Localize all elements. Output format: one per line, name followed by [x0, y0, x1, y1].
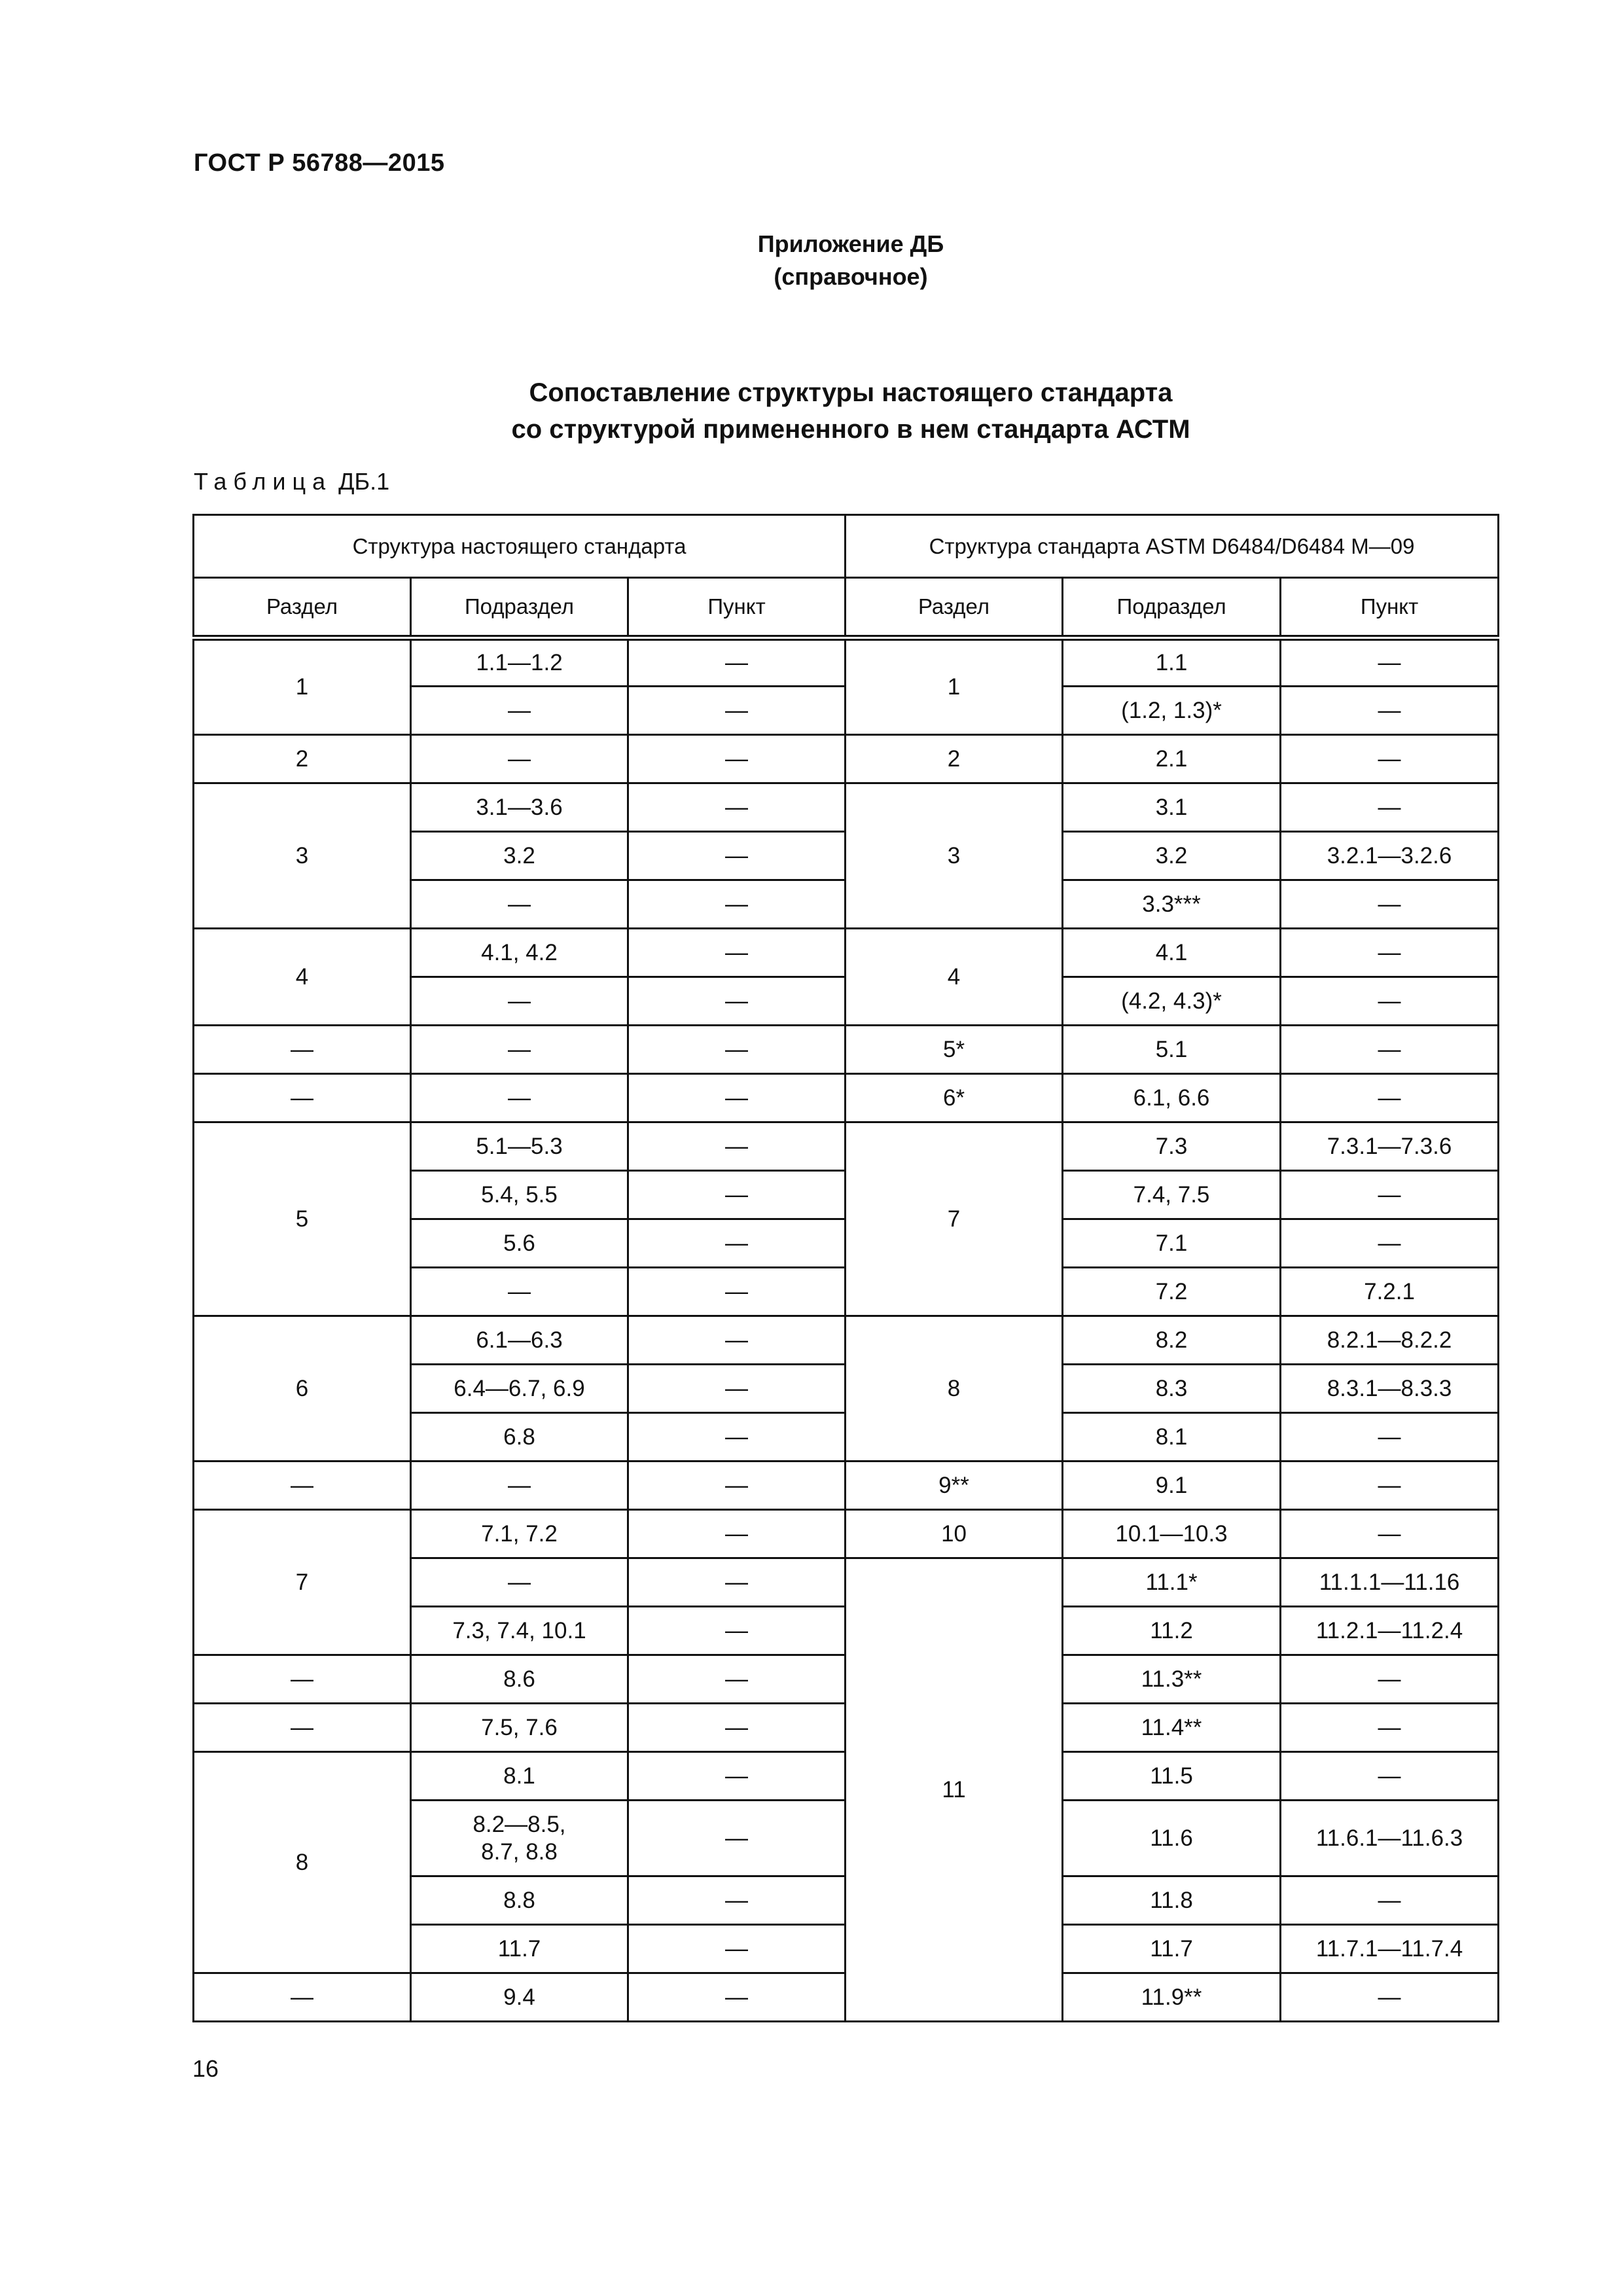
left-point-cell: — [628, 1219, 846, 1268]
right-subsection-cell: 11.3** [1063, 1655, 1281, 1704]
left-point-cell: — [628, 1074, 846, 1122]
left-point-cell: — [628, 1655, 846, 1704]
left-subsection-cell: 9.4 [411, 1973, 628, 2022]
left-point-cell: — [628, 1925, 846, 1973]
right-point-cell: 8.3.1—8.3.3 [1281, 1365, 1499, 1413]
col-header-section-right: Раздел [846, 578, 1063, 638]
right-section-cell: 10 [846, 1510, 1063, 1558]
right-point-cell: — [1281, 1704, 1499, 1752]
right-point-cell: 11.1.1—11.16 [1281, 1558, 1499, 1607]
right-subsection-cell: 7.1 [1063, 1219, 1281, 1268]
right-subsection-cell: 3.3*** [1063, 880, 1281, 929]
left-subsection-cell: 6.8 [411, 1413, 628, 1462]
right-subsection-cell: 6.1, 6.6 [1063, 1074, 1281, 1122]
right-subsection-cell: 8.3 [1063, 1365, 1281, 1413]
left-subsection-cell: — [411, 1074, 628, 1122]
table-row [194, 735, 1499, 783]
left-point-cell: — [628, 638, 846, 687]
left-subsection-cell: 3.1—3.6 [411, 783, 628, 832]
right-subsection-cell: 11.8 [1063, 1876, 1281, 1925]
right-subsection-cell: 7.3 [1063, 1122, 1281, 1171]
table-row [194, 638, 1499, 687]
right-point-cell: — [1281, 687, 1499, 735]
right-point-cell: — [1281, 977, 1499, 1026]
right-point-cell: — [1281, 735, 1499, 783]
table-row [194, 1026, 1499, 1074]
table-column-header-row [194, 578, 1499, 638]
left-section-cell: — [194, 1973, 411, 2022]
left-section-cell: — [194, 1074, 411, 1122]
title-line-2: со структурой примененного в нем стандарта АСТМ [511, 415, 1190, 444]
left-point-cell: — [628, 1801, 846, 1876]
right-point-cell: — [1281, 1219, 1499, 1268]
left-point-cell: — [628, 977, 846, 1026]
table-label-number: ДБ.1 [338, 468, 390, 495]
left-subsection-cell: 8.8 [411, 1876, 628, 1925]
left-subsection-cell: — [411, 1462, 628, 1510]
right-point-cell: — [1281, 638, 1499, 687]
right-subsection-cell: 11.4** [1063, 1704, 1281, 1752]
left-subsection-cell: 5.1—5.3 [411, 1122, 628, 1171]
right-point-cell: — [1281, 1413, 1499, 1462]
right-point-cell: — [1281, 783, 1499, 832]
right-subsection-cell: 11.1* [1063, 1558, 1281, 1607]
group-header-astm-standard: Структура стандарта ASTM D6484/D6484 M—09 [846, 515, 1499, 578]
right-section-cell: 3 [846, 783, 1063, 929]
page-number: 16 [192, 2055, 219, 2082]
left-subsection-cell: 7.5, 7.6 [411, 1704, 628, 1752]
col-header-point-left: Пункт [628, 578, 846, 638]
left-section-cell: 6 [194, 1316, 411, 1462]
right-point-cell: — [1281, 1510, 1499, 1558]
right-subsection-cell: 7.4, 7.5 [1063, 1171, 1281, 1219]
left-section-cell: — [194, 1655, 411, 1704]
left-subsection-cell: — [411, 687, 628, 735]
left-subsection-cell: 1.1—1.2 [411, 638, 628, 687]
right-subsection-cell: 11.5 [1063, 1752, 1281, 1801]
right-section-cell: 7 [846, 1122, 1063, 1316]
left-subsection-cell: — [411, 735, 628, 783]
left-subsection-cell: — [411, 880, 628, 929]
right-point-cell: 8.2.1—8.2.2 [1281, 1316, 1499, 1365]
right-subsection-cell: 2.1 [1063, 735, 1281, 783]
left-point-cell: — [628, 1365, 846, 1413]
left-section-cell: 2 [194, 735, 411, 783]
left-point-cell: — [628, 1510, 846, 1558]
right-subsection-cell: 11.7 [1063, 1925, 1281, 1973]
right-subsection-cell: 7.2 [1063, 1268, 1281, 1316]
right-section-cell: 6* [846, 1074, 1063, 1122]
right-point-cell: 11.2.1—11.2.4 [1281, 1607, 1499, 1655]
left-section-cell: 8 [194, 1752, 411, 1973]
left-subsection-cell: 5.4, 5.5 [411, 1171, 628, 1219]
left-subsection-cell: 7.1, 7.2 [411, 1510, 628, 1558]
left-subsection-cell: — [411, 1026, 628, 1074]
left-point-cell: — [628, 1704, 846, 1752]
right-section-cell: 5* [846, 1026, 1063, 1074]
right-subsection-cell: 8.2 [1063, 1316, 1281, 1365]
col-header-point-right: Пункт [1281, 578, 1499, 638]
appendix-type: (справочное) [774, 263, 928, 290]
left-subsection-cell: 11.7 [411, 1925, 628, 1973]
right-point-cell: — [1281, 929, 1499, 977]
right-subsection-cell: 11.9** [1063, 1973, 1281, 2022]
right-subsection-cell: 5.1 [1063, 1026, 1281, 1074]
left-point-cell: — [628, 880, 846, 929]
left-subsection-cell [411, 1801, 628, 1876]
right-point-cell: — [1281, 1655, 1499, 1704]
right-subsection-cell: 8.1 [1063, 1413, 1281, 1462]
left-section-cell: 4 [194, 929, 411, 1026]
left-section-cell: 7 [194, 1510, 411, 1655]
left-subsection-cell: 6.4—6.7, 6.9 [411, 1365, 628, 1413]
right-point-cell: 11.7.1—11.7.4 [1281, 1925, 1499, 1973]
appendix-heading [0, 228, 1623, 293]
comparison-table [192, 514, 1499, 2022]
table-row [194, 1316, 1499, 1365]
left-subsection-cell: — [411, 1558, 628, 1607]
left-section-cell: — [194, 1462, 411, 1510]
comparison-table-wrapper [192, 514, 1499, 2022]
table-group-header-row [194, 515, 1499, 578]
left-subsection-cell: — [411, 1268, 628, 1316]
right-subsection-cell: 3.2 [1063, 832, 1281, 880]
left-point-cell: — [628, 1462, 846, 1510]
right-point-cell: 11.6.1—11.6.3 [1281, 1801, 1499, 1876]
right-point-cell: — [1281, 1026, 1499, 1074]
left-point-cell: — [628, 1973, 846, 2022]
title-line-1: Сопоставление структуры настоящего стандарта [529, 378, 1173, 407]
right-subsection-cell: 10.1—10.3 [1063, 1510, 1281, 1558]
table-row [194, 1074, 1499, 1122]
right-subsection-cell: 1.1 [1063, 638, 1281, 687]
left-point-cell: — [628, 832, 846, 880]
right-point-cell: — [1281, 1462, 1499, 1510]
table-label-prefix: Таблица [194, 468, 332, 495]
right-section-cell: 4 [846, 929, 1063, 1026]
right-section-cell: 11 [846, 1558, 1063, 2022]
left-subsection-cell: 5.6 [411, 1219, 628, 1268]
document-title [0, 374, 1623, 448]
left-point-cell: — [628, 1558, 846, 1607]
left-section-cell: 1 [194, 638, 411, 735]
right-point-cell: 7.3.1—7.3.6 [1281, 1122, 1499, 1171]
table-row [194, 783, 1499, 832]
col-header-section-left: Раздел [194, 578, 411, 638]
right-point-cell: — [1281, 1752, 1499, 1801]
col-header-subsection-left: Подраздел [411, 578, 628, 638]
group-header-this-standard: Структура настоящего стандарта [194, 515, 846, 578]
right-subsection-cell: 3.1 [1063, 783, 1281, 832]
right-point-cell: — [1281, 1973, 1499, 2022]
left-point-cell: — [628, 1026, 846, 1074]
table-label [194, 468, 389, 495]
right-section-cell: 8 [846, 1316, 1063, 1462]
right-point-cell: 7.2.1 [1281, 1268, 1499, 1316]
right-section-cell: 9** [846, 1462, 1063, 1510]
left-point-cell: — [628, 1122, 846, 1171]
left-point-cell: — [628, 1316, 846, 1365]
right-point-cell: — [1281, 1171, 1499, 1219]
left-point-cell: — [628, 929, 846, 977]
right-point-cell: 3.2.1—3.2.6 [1281, 832, 1499, 880]
left-point-cell: — [628, 1413, 846, 1462]
left-point-cell: — [628, 1876, 846, 1925]
left-point-cell: — [628, 687, 846, 735]
left-subsection-cell: 4.1, 4.2 [411, 929, 628, 977]
left-subsection-cell: 6.1—6.3 [411, 1316, 628, 1365]
left-subsection-cell: 7.3, 7.4, 10.1 [411, 1607, 628, 1655]
left-section-cell: — [194, 1026, 411, 1074]
left-point-cell: — [628, 1752, 846, 1801]
appendix-title: Приложение ДБ [757, 230, 944, 257]
right-subsection-cell: 11.2 [1063, 1607, 1281, 1655]
left-point-cell: — [628, 735, 846, 783]
left-point-cell: — [628, 1268, 846, 1316]
col-header-subsection-right: Подраздел [1063, 578, 1281, 638]
left-subsection-cell: 3.2 [411, 832, 628, 880]
left-subsection-cell: 8.6 [411, 1655, 628, 1704]
right-subsection-cell: 11.6 [1063, 1801, 1281, 1876]
right-section-cell: 1 [846, 638, 1063, 735]
right-section-cell: 2 [846, 735, 1063, 783]
table-row [194, 1462, 1499, 1510]
right-subsection-cell: 4.1 [1063, 929, 1281, 977]
right-subsection-cell: (1.2, 1.3)* [1063, 687, 1281, 735]
left-point-cell: — [628, 1171, 846, 1219]
right-point-cell: — [1281, 880, 1499, 929]
left-point-cell: — [628, 1607, 846, 1655]
left-section-cell: — [194, 1704, 411, 1752]
table-row [194, 929, 1499, 977]
right-point-cell: — [1281, 1876, 1499, 1925]
document-code: ГОСТ Р 56788—2015 [194, 149, 445, 177]
right-subsection-cell: 9.1 [1063, 1462, 1281, 1510]
left-subsection-cell: — [411, 977, 628, 1026]
left-point-cell: — [628, 783, 846, 832]
left-section-cell: 5 [194, 1122, 411, 1316]
table-row [194, 1122, 1499, 1171]
right-point-cell: — [1281, 1074, 1499, 1122]
left-subsection-line-1: 8.2—8.5, [473, 1811, 566, 1837]
table-row [194, 1510, 1499, 1558]
left-section-cell: 3 [194, 783, 411, 929]
right-subsection-cell: (4.2, 4.3)* [1063, 977, 1281, 1026]
left-subsection-line-2: 8.7, 8.8 [481, 1839, 558, 1865]
left-subsection-cell: 8.1 [411, 1752, 628, 1801]
